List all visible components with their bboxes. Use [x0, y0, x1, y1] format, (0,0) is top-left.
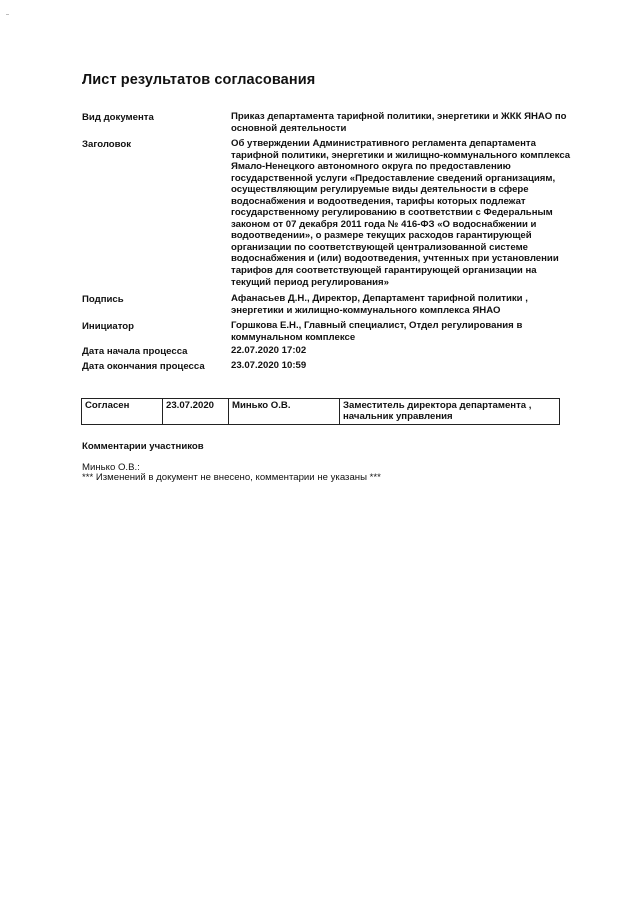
approval-date: 23.07.2020 [163, 399, 229, 425]
field-value-signature: Афанасьев Д.Н., Директор, Департамент тарифной политики , энергетики и жилищно-коммунального комплекса ЯНАО [231, 293, 528, 316]
field-label-end-date: Дата окончания процесса [82, 361, 205, 372]
field-value-initiator: Горшкова Е.Н., Главный специалист, Отдел регулирования в коммунальном комплексе [231, 320, 523, 343]
field-label-signature: Подпись [82, 294, 124, 305]
approvals-table [81, 398, 560, 425]
field-value-heading: Об утверждении Административного регламента департамента тарифной политики, энергетики и жилищно-коммунального комплекса Ямало-Ненецкого автономного округа по предоставлению государственной услуги «Предоставление сведений организациям, осуществляющим регулируемые виды деятельности в сфере водоснабжения и водоотведения, тарифы которых подлежат государственному регулированию в соответствии с Федеральным законом от 07 декабря 2011 года № 416-ФЗ «О водоснабжении и водоотведении», о размере текущих расходов гарантирующей организации по соответствующей централизованной системе водоснабжения и (или) водоотведения, учтенных при установлении тарифов для соответствующей гарантирующей организации на текущий период регулирования» [231, 138, 571, 288]
field-value-start-date: 22.07.2020 17:02 [231, 345, 307, 356]
field-value-document-type: Приказ департамента тарифной политики, энергетики и ЖКК ЯНАО по основной деятельности [231, 111, 567, 134]
field-label-initiator: Инициатор [82, 321, 135, 332]
comment-author: Минько О.В.: [82, 462, 140, 473]
field-label-heading: Заголовок [82, 139, 132, 150]
field-value-end-date: 23.07.2020 10:59 [231, 360, 307, 371]
page-title: Лист результатов согласования [82, 72, 316, 88]
approval-name: Минько О.В. [229, 399, 340, 425]
scan-mark [6, 14, 9, 15]
field-label-start-date: Дата начала процесса [82, 346, 188, 357]
field-label-document-type: Вид документа [82, 112, 154, 123]
comments-title: Комментарии участников [82, 441, 204, 452]
approval-position: Заместитель директора департамента , начальник управления [340, 399, 560, 425]
approval-status: Согласен [82, 399, 163, 425]
comment-text: *** Изменений в документ не внесено, комментарии не указаны *** [82, 472, 381, 483]
table-row [82, 399, 560, 425]
